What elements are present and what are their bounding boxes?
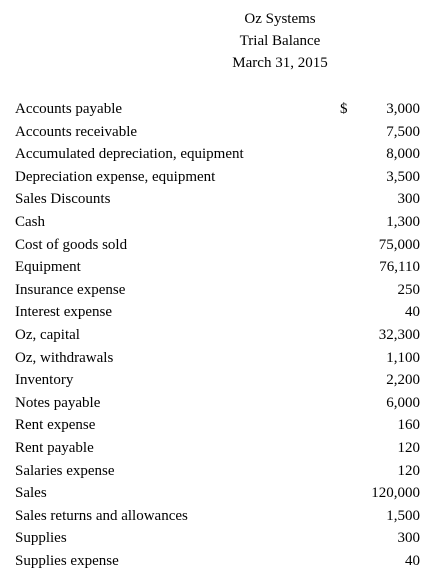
account-name: Depreciation expense, equipment (15, 168, 216, 185)
table-row (15, 550, 420, 573)
table-row (15, 392, 420, 415)
account-amount: 1,300 (386, 213, 420, 230)
account-amount: 32,300 (378, 326, 420, 343)
account-name: Accounts payable (15, 101, 123, 117)
account-name: Sales (15, 485, 47, 502)
account-amount: 250 (397, 281, 420, 298)
table-row (15, 166, 420, 189)
account-amount: 8,000 (386, 146, 420, 163)
table-row (15, 527, 420, 550)
account-amount: 6,000 (386, 394, 420, 411)
account-amount: 120 (397, 462, 420, 479)
account-amount: 40 (405, 552, 420, 569)
table-row (15, 279, 420, 302)
account-name: Equipment (15, 259, 81, 276)
company-name: Oz Systems (244, 11, 316, 27)
account-amount: 1,500 (386, 507, 420, 524)
account-amount: 40 (405, 304, 420, 321)
account-name: Sales Discounts (15, 191, 111, 208)
account-amount: 300 (397, 191, 420, 208)
account-name: Accounts receivable (15, 123, 138, 140)
account-amount: 75,000 (378, 236, 420, 253)
table-row (15, 301, 420, 324)
table-row (15, 437, 420, 460)
table-row (15, 414, 420, 437)
account-amount: 300 (397, 530, 420, 547)
report-date: March 31, 2015 (232, 55, 328, 71)
account-name: Oz, capital (15, 326, 80, 343)
table-row (15, 121, 420, 144)
report-title: Trial Balance (239, 33, 321, 49)
account-amount: 7,500 (386, 123, 420, 140)
account-amount: 3,500 (386, 168, 420, 185)
account-name: Interest expense (15, 304, 113, 321)
account-name: Oz, withdrawals (15, 349, 114, 366)
account-name: Supplies expense (15, 552, 119, 569)
table-row (15, 347, 420, 370)
table-row (15, 369, 420, 392)
currency-symbol: $ (340, 101, 348, 117)
account-name: Supplies (15, 530, 67, 547)
account-name: Rent expense (15, 417, 96, 434)
account-amount: 120 (397, 439, 420, 456)
trial-balance-table (15, 98, 420, 572)
account-name: Cash (15, 213, 45, 230)
report-header (0, 8, 432, 74)
account-name: Accumulated depreciation, equipment (15, 146, 244, 163)
table-row (15, 98, 420, 121)
table-row (15, 324, 420, 347)
account-name: Salaries expense (15, 462, 115, 479)
account-name: Cost of goods sold (15, 236, 128, 253)
account-amount: 1,100 (386, 349, 420, 366)
table-row (15, 211, 420, 234)
account-name: Sales returns and allowances (15, 507, 188, 524)
account-name: Insurance expense (15, 281, 126, 298)
account-name: Inventory (15, 372, 74, 389)
table-row (15, 256, 420, 279)
account-amount: 160 (397, 417, 420, 434)
table-row (15, 188, 420, 211)
table-row (15, 505, 420, 528)
table-row (15, 460, 420, 483)
table-row (15, 143, 420, 166)
account-amount: 2,200 (386, 372, 420, 389)
account-name: Notes payable (15, 394, 101, 411)
account-name: Rent payable (15, 439, 94, 456)
table-row (15, 234, 420, 257)
account-amount: 3,000 (386, 101, 420, 117)
table-row (15, 482, 420, 505)
account-amount: 76,110 (379, 259, 420, 276)
account-amount: 120,000 (371, 485, 420, 502)
